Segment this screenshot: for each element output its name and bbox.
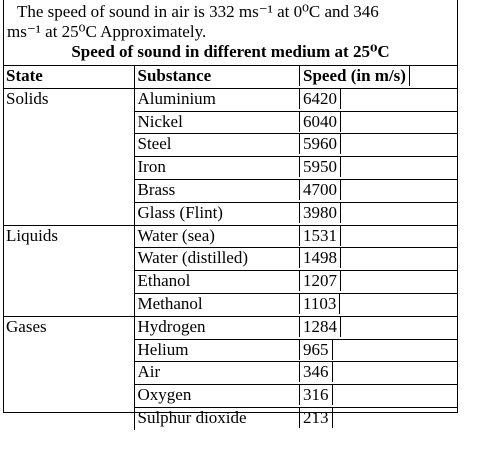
- speed-value: 213: [299, 408, 333, 428]
- substance-cell: Aluminium: [134, 88, 299, 111]
- speed-cell: [299, 316, 458, 339]
- speed-value: 1284: [299, 317, 341, 337]
- speed-cell: [299, 362, 458, 385]
- state-cell: [3, 271, 134, 294]
- state-cell: [3, 407, 134, 429]
- substance-cell: Nickel: [134, 111, 299, 134]
- table-row: [3, 362, 458, 385]
- state-cell: Solids: [6, 88, 49, 108]
- table-row: [3, 179, 458, 202]
- state-cell: Gases: [6, 316, 47, 336]
- intro-paragraph: [7, 2, 452, 42]
- state-cell: [3, 157, 134, 180]
- speed-value: 1103: [299, 294, 340, 314]
- substance-cell: Helium: [134, 339, 299, 362]
- speed-value: 3980: [299, 203, 341, 223]
- speed-value: 1498: [299, 248, 341, 268]
- speed-cell: [299, 202, 458, 225]
- substance-cell: Glass (Flint): [134, 202, 299, 225]
- speed-value: 4700: [299, 180, 341, 200]
- speed-cell: [299, 339, 458, 362]
- substance-cell: Ethanol: [134, 271, 299, 294]
- state-cell: [3, 134, 134, 157]
- speed-cell: [299, 134, 458, 157]
- speed-value: 346: [299, 362, 333, 382]
- header-substance: Substance: [134, 66, 299, 88]
- table-row: [3, 271, 458, 294]
- substance-cell: Sulphur dioxide: [134, 407, 299, 429]
- substance-cell: Methanol: [134, 293, 299, 316]
- table-row: [3, 316, 458, 339]
- header-speed: [299, 66, 458, 88]
- substance-cell: Brass: [134, 179, 299, 202]
- substance-cell: Hydrogen: [134, 316, 299, 339]
- speed-cell: [299, 157, 458, 180]
- table-row: [3, 225, 458, 248]
- speed-value: 1531: [299, 226, 341, 246]
- table-row: [3, 407, 458, 429]
- header-state: State: [3, 66, 134, 88]
- speed-of-sound-table: [3, 66, 458, 430]
- substance-cell: Water (sea): [134, 225, 299, 248]
- speed-cell: [299, 179, 458, 202]
- table-row: [3, 385, 458, 408]
- header-row: [3, 66, 458, 88]
- speed-cell: [299, 225, 458, 248]
- table-caption: Speed of sound in different medium at 25⁰C: [71, 42, 390, 61]
- speed-value: 6420: [299, 89, 341, 109]
- speed-value: 5950: [299, 157, 341, 177]
- speed-value: 965: [299, 340, 333, 360]
- table-row: [3, 339, 458, 362]
- speed-cell: [299, 248, 458, 271]
- state-cell: [3, 179, 134, 202]
- substance-cell: Air: [134, 362, 299, 385]
- table-body: [3, 88, 458, 429]
- speed-cell: [299, 385, 458, 408]
- speed-cell: [299, 111, 458, 134]
- speed-value: 316: [299, 385, 333, 405]
- substance-cell: Iron: [134, 157, 299, 180]
- state-cell: [3, 293, 134, 316]
- speed-cell: [299, 271, 458, 294]
- speed-cell: [299, 293, 458, 316]
- header-speed-label: Speed (in m/s): [299, 66, 410, 86]
- state-cell: [3, 362, 134, 385]
- speed-value: 6040: [299, 112, 341, 132]
- table-row: [3, 88, 458, 111]
- state-cell: [3, 111, 134, 134]
- table-row: [3, 134, 458, 157]
- table-row: [3, 111, 458, 134]
- speed-value: 1207: [299, 271, 341, 291]
- state-cell: Liquids: [6, 225, 58, 245]
- state-cell: [3, 339, 134, 362]
- table-row: [3, 248, 458, 271]
- substance-cell: Steel: [134, 134, 299, 157]
- state-cell: [3, 385, 134, 408]
- speed-value: 5960: [299, 134, 341, 154]
- speed-cell: [299, 88, 458, 111]
- table-row: [3, 293, 458, 316]
- table-row: [3, 202, 458, 225]
- table-row: [3, 157, 458, 180]
- speed-cell: [299, 407, 458, 429]
- intro-line-2: ms⁻¹ at 25⁰C Approximately.: [7, 22, 207, 41]
- intro-line-1: The speed of sound in air is 332 ms⁻¹ at 0⁰C and 346: [17, 2, 379, 21]
- substance-cell: Water (distilled): [134, 248, 299, 271]
- state-cell: [3, 248, 134, 271]
- substance-cell: Oxygen: [134, 385, 299, 408]
- state-cell: [3, 202, 134, 225]
